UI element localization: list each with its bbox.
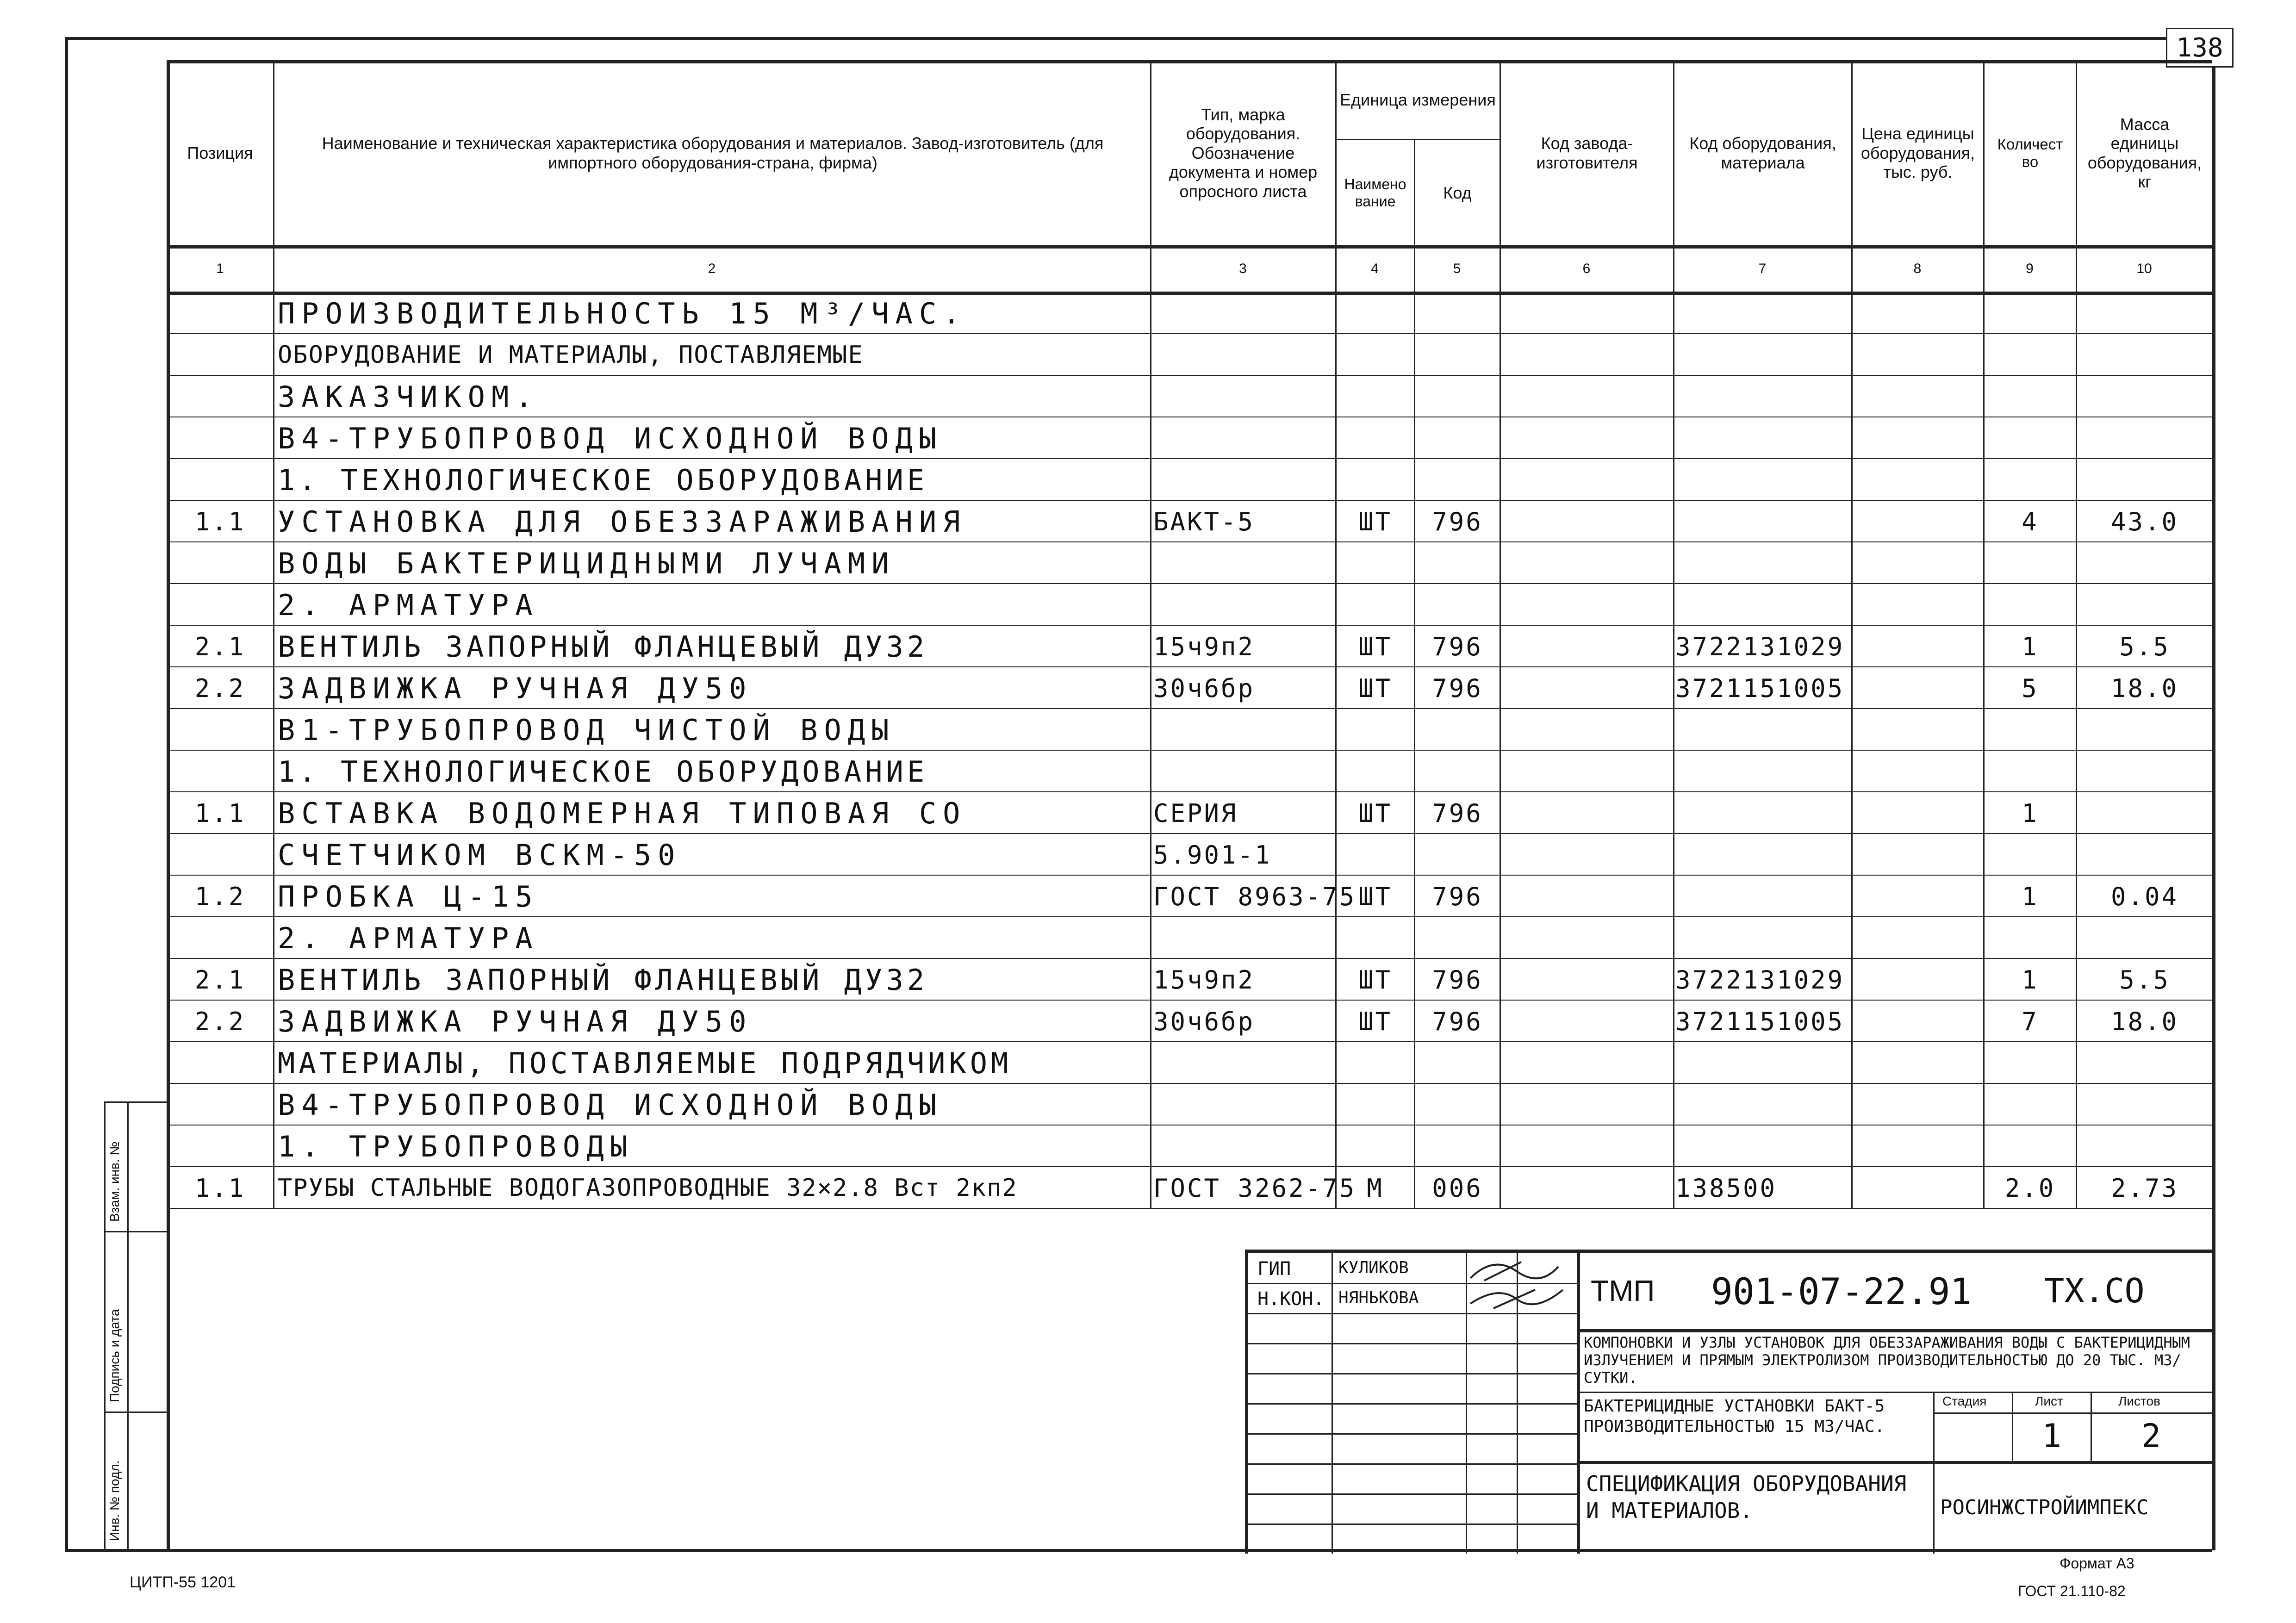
row-type: ГОСТ 8963-75 xyxy=(1153,882,1356,911)
colnum-8: 8 xyxy=(1913,261,1922,276)
row-mass: 0.04 xyxy=(2110,882,2179,911)
row-name: 2. АРМАТУРА xyxy=(278,588,539,622)
row-name: 2. АРМАТУРА xyxy=(278,921,539,955)
row-quantity: 5 xyxy=(2022,673,2039,703)
row-unit: М xyxy=(1367,1173,1384,1203)
stamp-sheet-label: Лист xyxy=(2035,1394,2063,1408)
col-line-1 xyxy=(273,60,274,1208)
row-position: 2.2 xyxy=(194,1007,246,1036)
row-mass: 2.73 xyxy=(2110,1173,2179,1203)
col-line-7 xyxy=(1851,60,1853,1208)
row-mass: 18.0 xyxy=(2110,1007,2179,1036)
stamp-doc-prefix: ТМП xyxy=(1591,1274,1655,1307)
row-type: ГОСТ 3262-75 xyxy=(1153,1173,1356,1203)
row-equipment-code xyxy=(1675,584,1850,626)
sheet-number: 138 xyxy=(2166,28,2234,68)
row-quantity xyxy=(1985,1126,2075,1167)
row-position xyxy=(168,376,272,417)
row-equipment-code xyxy=(1675,917,1850,959)
row-type xyxy=(1153,334,1334,376)
row-quantity xyxy=(1985,709,2075,751)
row-equipment-code xyxy=(1675,792,1850,834)
row-equipment-code: 3722131029 xyxy=(1675,632,1845,661)
stamp-stage-label: Стадия xyxy=(1942,1394,1987,1408)
row-position xyxy=(168,917,272,959)
row-unit-code xyxy=(1416,417,1499,459)
row-position xyxy=(168,542,272,584)
row-unit-code xyxy=(1416,376,1499,417)
stamp-doc-code: 901-07-22.91 xyxy=(1711,1271,1972,1313)
row-equipment-code xyxy=(1675,876,1850,917)
row-unit-code: 796 xyxy=(1432,965,1483,995)
row-name: МАТЕРИАЛЫ, ПОСТАВЛЯЕМЫЕ ПОДРЯДЧИКОМ xyxy=(278,1046,1012,1080)
row-mass xyxy=(2078,1126,2211,1167)
row-unit: ШТ xyxy=(1358,632,1393,661)
row-type xyxy=(1153,1042,1334,1084)
stamp-sheet-title: БАКТЕРИЦИДНЫЕ УСТАНОВКИ БАКТ-5 ПРОИЗВОДИТЕЛЬНОСТЬЮ 15 М3/ЧАС. xyxy=(1584,1397,1885,1436)
row-unit: ШТ xyxy=(1358,673,1393,703)
row-unit: ШТ xyxy=(1358,965,1393,995)
signature-marks xyxy=(1466,1253,1577,1313)
colnum-3: 3 xyxy=(1239,261,1247,276)
row-name: В1-ТРУБОПРОВОД ЧИСТОЙ ВОДЫ xyxy=(278,713,896,747)
side-label-signature-date: Подпись и дата xyxy=(107,1309,122,1402)
row-equipment-code xyxy=(1675,542,1850,584)
row-type: 15ч9п2 xyxy=(1153,965,1255,995)
row-quantity: 1 xyxy=(2022,965,2039,995)
row-position xyxy=(168,459,272,501)
header-unit-code: Код xyxy=(1443,183,1472,202)
header-unit: Единица измерения xyxy=(1340,90,1496,109)
row-mass xyxy=(2078,584,2211,626)
colnum-1: 1 xyxy=(216,261,224,276)
row-name: 1. ТЕХНОЛОГИЧЕСКОЕ ОБОРУДОВАНИЕ xyxy=(278,754,928,789)
row-equipment-code: 3722131029 xyxy=(1675,965,1845,995)
side-label-replace-inv: Взам. инв. № xyxy=(107,1141,122,1222)
row-quantity xyxy=(1985,751,2075,792)
row-unit: ШТ xyxy=(1358,1007,1393,1036)
colnum-5: 5 xyxy=(1453,261,1461,276)
row-quantity xyxy=(1985,334,2075,376)
row-name: ЗАКАЗЧИКОМ. xyxy=(278,379,539,414)
row-unit-code: 796 xyxy=(1432,507,1483,536)
row-type xyxy=(1153,709,1334,751)
row-unit xyxy=(1338,292,1413,334)
row-equipment-code xyxy=(1675,459,1850,501)
row-mass: 43.0 xyxy=(2110,507,2179,536)
stamp-role-nkon: Н.КОН. xyxy=(1257,1288,1325,1310)
row-equipment-code xyxy=(1675,1126,1850,1167)
row-mass xyxy=(2078,542,2211,584)
row-name: ВОДЫ БАКТЕРИЦИДНЫМИ ЛУЧАМИ xyxy=(278,546,896,580)
row-mass xyxy=(2078,834,2211,876)
row-quantity xyxy=(1985,292,2075,334)
row-position: 1.1 xyxy=(194,1173,246,1203)
row-unit-code xyxy=(1416,751,1499,792)
header-position: Позиция xyxy=(187,143,253,162)
row-position xyxy=(168,834,272,876)
row-divider xyxy=(167,1208,2212,1209)
row-mass xyxy=(2078,1042,2211,1084)
row-mass xyxy=(2078,917,2211,959)
row-unit xyxy=(1338,1084,1413,1126)
row-mass xyxy=(2078,459,2211,501)
row-unit-code: 796 xyxy=(1432,673,1483,703)
colnum-6: 6 xyxy=(1582,261,1591,276)
row-name: ВСТАВКА ВОДОМЕРНАЯ ТИПОВАЯ СО xyxy=(278,796,967,830)
row-type xyxy=(1153,917,1334,959)
row-equipment-code xyxy=(1675,334,1850,376)
row-type xyxy=(1153,292,1334,334)
row-position: 1.1 xyxy=(194,798,246,828)
side-strip-divider xyxy=(127,1101,129,1550)
row-quantity xyxy=(1985,417,2075,459)
row-unit-code xyxy=(1416,542,1499,584)
row-type xyxy=(1153,459,1334,501)
row-unit-code xyxy=(1416,292,1499,334)
row-unit: ШТ xyxy=(1358,507,1393,536)
row-position xyxy=(168,709,272,751)
col-line-3 xyxy=(1335,60,1337,1208)
row-mass: 18.0 xyxy=(2110,673,2179,703)
row-unit-code xyxy=(1416,459,1499,501)
row-quantity xyxy=(1985,834,2075,876)
stamp-sheets-value: 2 xyxy=(2141,1417,2161,1455)
stamp-name-gip: КУЛИКОВ xyxy=(1338,1258,1409,1277)
row-position xyxy=(168,292,272,334)
col-line-4 xyxy=(1414,139,1415,1208)
row-name: В4-ТРУБОПРОВОД ИСХОДНОЙ ВОДЫ xyxy=(278,1088,943,1122)
row-unit: ШТ xyxy=(1358,798,1393,828)
header-factory-code: Код завода-изготовителя xyxy=(1536,134,1638,172)
col-line-6 xyxy=(1673,60,1674,1208)
row-mass xyxy=(2078,334,2211,376)
row-position xyxy=(168,1126,272,1167)
row-name: 1. ТЕХНОЛОГИЧЕСКОЕ ОБОРУДОВАНИЕ xyxy=(278,463,928,497)
row-position xyxy=(168,417,272,459)
side-strip-top xyxy=(104,1101,167,1103)
row-unit xyxy=(1338,1126,1413,1167)
unit-split xyxy=(1335,139,1500,140)
row-position xyxy=(168,334,272,376)
row-mass xyxy=(2078,292,2211,334)
row-equipment-code xyxy=(1675,417,1850,459)
row-type: БАКТ-5 xyxy=(1153,507,1255,536)
row-equipment-code: 3721151005 xyxy=(1675,1007,1845,1036)
row-type: 15ч9п2 xyxy=(1153,632,1255,661)
row-quantity: 1 xyxy=(2022,632,2039,661)
row-quantity: 1 xyxy=(2022,882,2039,911)
row-type: 30ч6бр xyxy=(1153,673,1255,703)
row-type xyxy=(1153,1126,1334,1167)
row-unit-code xyxy=(1416,334,1499,376)
frame-left xyxy=(65,37,68,1550)
stamp-doc-suffix: ТХ.СО xyxy=(2044,1271,2145,1310)
row-mass xyxy=(2078,417,2211,459)
stamp-sheet-value: 1 xyxy=(2042,1417,2062,1455)
row-position xyxy=(168,584,272,626)
side-label-original-inv: Инв. № подл. xyxy=(107,1460,122,1541)
row-name: ВЕНТИЛЬ ЗАПОРНЫЙ ФЛАНЦЕВЫЙ ДУ32 xyxy=(278,963,928,997)
row-type xyxy=(1153,751,1334,792)
stamp-sheets-label: Листов xyxy=(2118,1394,2160,1408)
row-type xyxy=(1153,542,1334,584)
row-name: ЗАДВИЖКА РУЧНАЯ ДУ50 xyxy=(278,1004,753,1038)
header-equipment-code: Код оборудования, материала xyxy=(1689,134,1836,172)
row-type xyxy=(1153,584,1334,626)
row-quantity xyxy=(1985,1042,2075,1084)
row-type xyxy=(1153,417,1334,459)
row-position: 1.2 xyxy=(194,882,246,911)
row-mass xyxy=(2078,751,2211,792)
row-position: 2.1 xyxy=(194,965,246,995)
stamp-project-title: КОМПОНОВКИ И УЗЛЫ УСТАНОВОК ДЛЯ ОБЕЗЗАРАЖИВАНИЯ ВОДЫ С БАКТЕРИЦИДНЫМ ИЗЛУЧЕНИЕМ И ПРЯМЫМ ЭЛЕКТРОЛИЗОМ ПРОИЗВОДИТЕЛЬНОСТЬЮ ДО 20 ТЫС. М3/СУТКИ. xyxy=(1584,1334,2190,1387)
header-unit-name: Наименование xyxy=(1344,175,1406,210)
row-unit-code: 796 xyxy=(1432,882,1483,911)
row-position xyxy=(168,1084,272,1126)
row-position: 2.1 xyxy=(194,632,246,661)
row-unit xyxy=(1338,459,1413,501)
row-mass xyxy=(2078,376,2211,417)
colnum-7: 7 xyxy=(1758,261,1767,276)
side-strip-sep-2 xyxy=(104,1412,167,1413)
frame-top xyxy=(65,37,2212,40)
row-type: СЕРИЯ xyxy=(1153,798,1238,828)
row-type xyxy=(1153,1084,1334,1126)
row-quantity: 7 xyxy=(2022,1007,2039,1036)
row-name: 1. ТРУБОПРОВОДЫ xyxy=(278,1129,634,1163)
row-position: 2.2 xyxy=(194,673,246,703)
colnum-9: 9 xyxy=(2026,261,2034,276)
row-quantity xyxy=(1985,459,2075,501)
col-line-5 xyxy=(1500,60,1501,1208)
footer-format: Формат А3 xyxy=(2060,1555,2134,1572)
row-unit-code xyxy=(1416,709,1499,751)
row-mass: 5.5 xyxy=(2119,965,2170,995)
row-unit-code xyxy=(1416,1042,1499,1084)
row-unit xyxy=(1338,709,1413,751)
header-type: Тип, марка оборудования. Обозначение документа и номер опросного листа xyxy=(1169,105,1318,201)
row-name: ПРОБКА Ц-15 xyxy=(278,879,539,914)
row-type: 5.901-1 xyxy=(1153,840,1272,870)
row-quantity xyxy=(1985,542,2075,584)
row-name: ОБОРУДОВАНИЕ И МАТЕРИАЛЫ, ПОСТАВЛЯЕМЫЕ xyxy=(278,341,864,369)
row-quantity: 1 xyxy=(2022,798,2039,828)
row-name: СЧЕТЧИКОМ ВСКМ-50 xyxy=(278,838,682,872)
row-unit xyxy=(1338,1042,1413,1084)
col-line-9 xyxy=(2076,60,2077,1208)
row-equipment-code xyxy=(1675,834,1850,876)
row-equipment-code: 3721151005 xyxy=(1675,673,1845,703)
row-unit-code: 006 xyxy=(1432,1173,1483,1203)
row-name: ВЕНТИЛЬ ЗАПОРНЫЙ ФЛАНЦЕВЫЙ ДУ32 xyxy=(278,629,928,664)
row-unit xyxy=(1338,376,1413,417)
row-quantity: 4 xyxy=(2022,507,2039,536)
footer-left-code: ЦИТП-55 1201 xyxy=(130,1573,236,1591)
stamp-doc-title: СПЕЦИФИКАЦИЯ ОБОРУДОВАНИЯ И МАТЕРИАЛОВ. xyxy=(1586,1471,1907,1523)
row-equipment-code: 138500 xyxy=(1675,1173,1777,1203)
row-unit-code: 796 xyxy=(1432,632,1483,661)
row-unit xyxy=(1338,584,1413,626)
row-name: ПРОИЗВОДИТЕЛЬНОСТЬ 15 М³/ЧАС. xyxy=(278,296,967,330)
colnum-10: 10 xyxy=(2136,261,2152,276)
row-position xyxy=(168,751,272,792)
row-unit-code xyxy=(1416,1126,1499,1167)
col-line-8 xyxy=(1983,60,1985,1208)
row-equipment-code xyxy=(1675,1084,1850,1126)
row-position: 1.1 xyxy=(194,507,246,536)
row-type: 30ч6бр xyxy=(1153,1007,1255,1036)
row-mass: 5.5 xyxy=(2119,632,2170,661)
header-name: Наименование и техническая характеристика оборудования и материалов. Завод-изготовитель (для импортного оборудования-страна, фирма) xyxy=(322,134,1104,172)
row-equipment-code xyxy=(1675,292,1850,334)
row-mass xyxy=(2078,1084,2211,1126)
row-unit xyxy=(1338,917,1413,959)
row-unit-code xyxy=(1416,1084,1499,1126)
row-equipment-code xyxy=(1675,501,1850,542)
row-name: ЗАДВИЖКА РУЧНАЯ ДУ50 xyxy=(278,671,753,705)
col-line-2 xyxy=(1150,60,1151,1208)
row-equipment-code xyxy=(1675,751,1850,792)
row-unit xyxy=(1338,751,1413,792)
row-quantity xyxy=(1985,584,2075,626)
header-price: Цена единицы оборудования, тыс. руб. xyxy=(1860,124,1975,182)
row-unit-code: 796 xyxy=(1432,798,1483,828)
row-equipment-code xyxy=(1675,1042,1850,1084)
colnum-2: 2 xyxy=(708,261,716,276)
row-quantity xyxy=(1985,917,2075,959)
stamp-name-nkon: НЯНЬКОВА xyxy=(1338,1288,1419,1307)
row-mass xyxy=(2078,792,2211,834)
title-block xyxy=(1245,1250,2215,1554)
row-type xyxy=(1153,376,1334,417)
row-unit: ШТ xyxy=(1358,882,1393,911)
side-strip-sep-1 xyxy=(104,1231,167,1232)
row-unit-code xyxy=(1416,917,1499,959)
row-unit-code xyxy=(1416,834,1499,876)
footer-gost: ГОСТ 21.110-82 xyxy=(2018,1583,2126,1599)
row-name: ТРУБЫ СТАЛЬНЫЕ ВОДОГАЗОПРОВОДНЫЕ 32×2.8 Вст 2кп2 xyxy=(278,1174,1018,1202)
stamp-role-gip: ГИП xyxy=(1257,1258,1291,1280)
row-unit xyxy=(1338,542,1413,584)
row-unit xyxy=(1338,834,1413,876)
row-position xyxy=(168,1042,272,1084)
row-quantity xyxy=(1985,376,2075,417)
row-name: В4-ТРУБОПРОВОД ИСХОДНОЙ ВОДЫ xyxy=(278,421,943,455)
row-name: УСТАНОВКА ДЛЯ ОБЕЗЗАРАЖИВАНИЯ xyxy=(278,504,967,539)
row-quantity xyxy=(1985,1084,2075,1126)
stamp-organization: РОСИНЖСТРОЙИМПЕКС xyxy=(1940,1496,2149,1519)
row-quantity: 2.0 xyxy=(2004,1173,2056,1203)
header-mass: Масса единицы оборудования, кг xyxy=(2087,114,2202,191)
row-unit xyxy=(1338,417,1413,459)
row-equipment-code xyxy=(1675,709,1850,751)
colnum-4: 4 xyxy=(1371,261,1379,276)
row-unit-code: 796 xyxy=(1432,1007,1483,1036)
row-equipment-code xyxy=(1675,376,1850,417)
header-quantity: Количество xyxy=(1997,135,2063,170)
row-unit-code xyxy=(1416,584,1499,626)
row-mass xyxy=(2078,709,2211,751)
row-unit xyxy=(1338,334,1413,376)
